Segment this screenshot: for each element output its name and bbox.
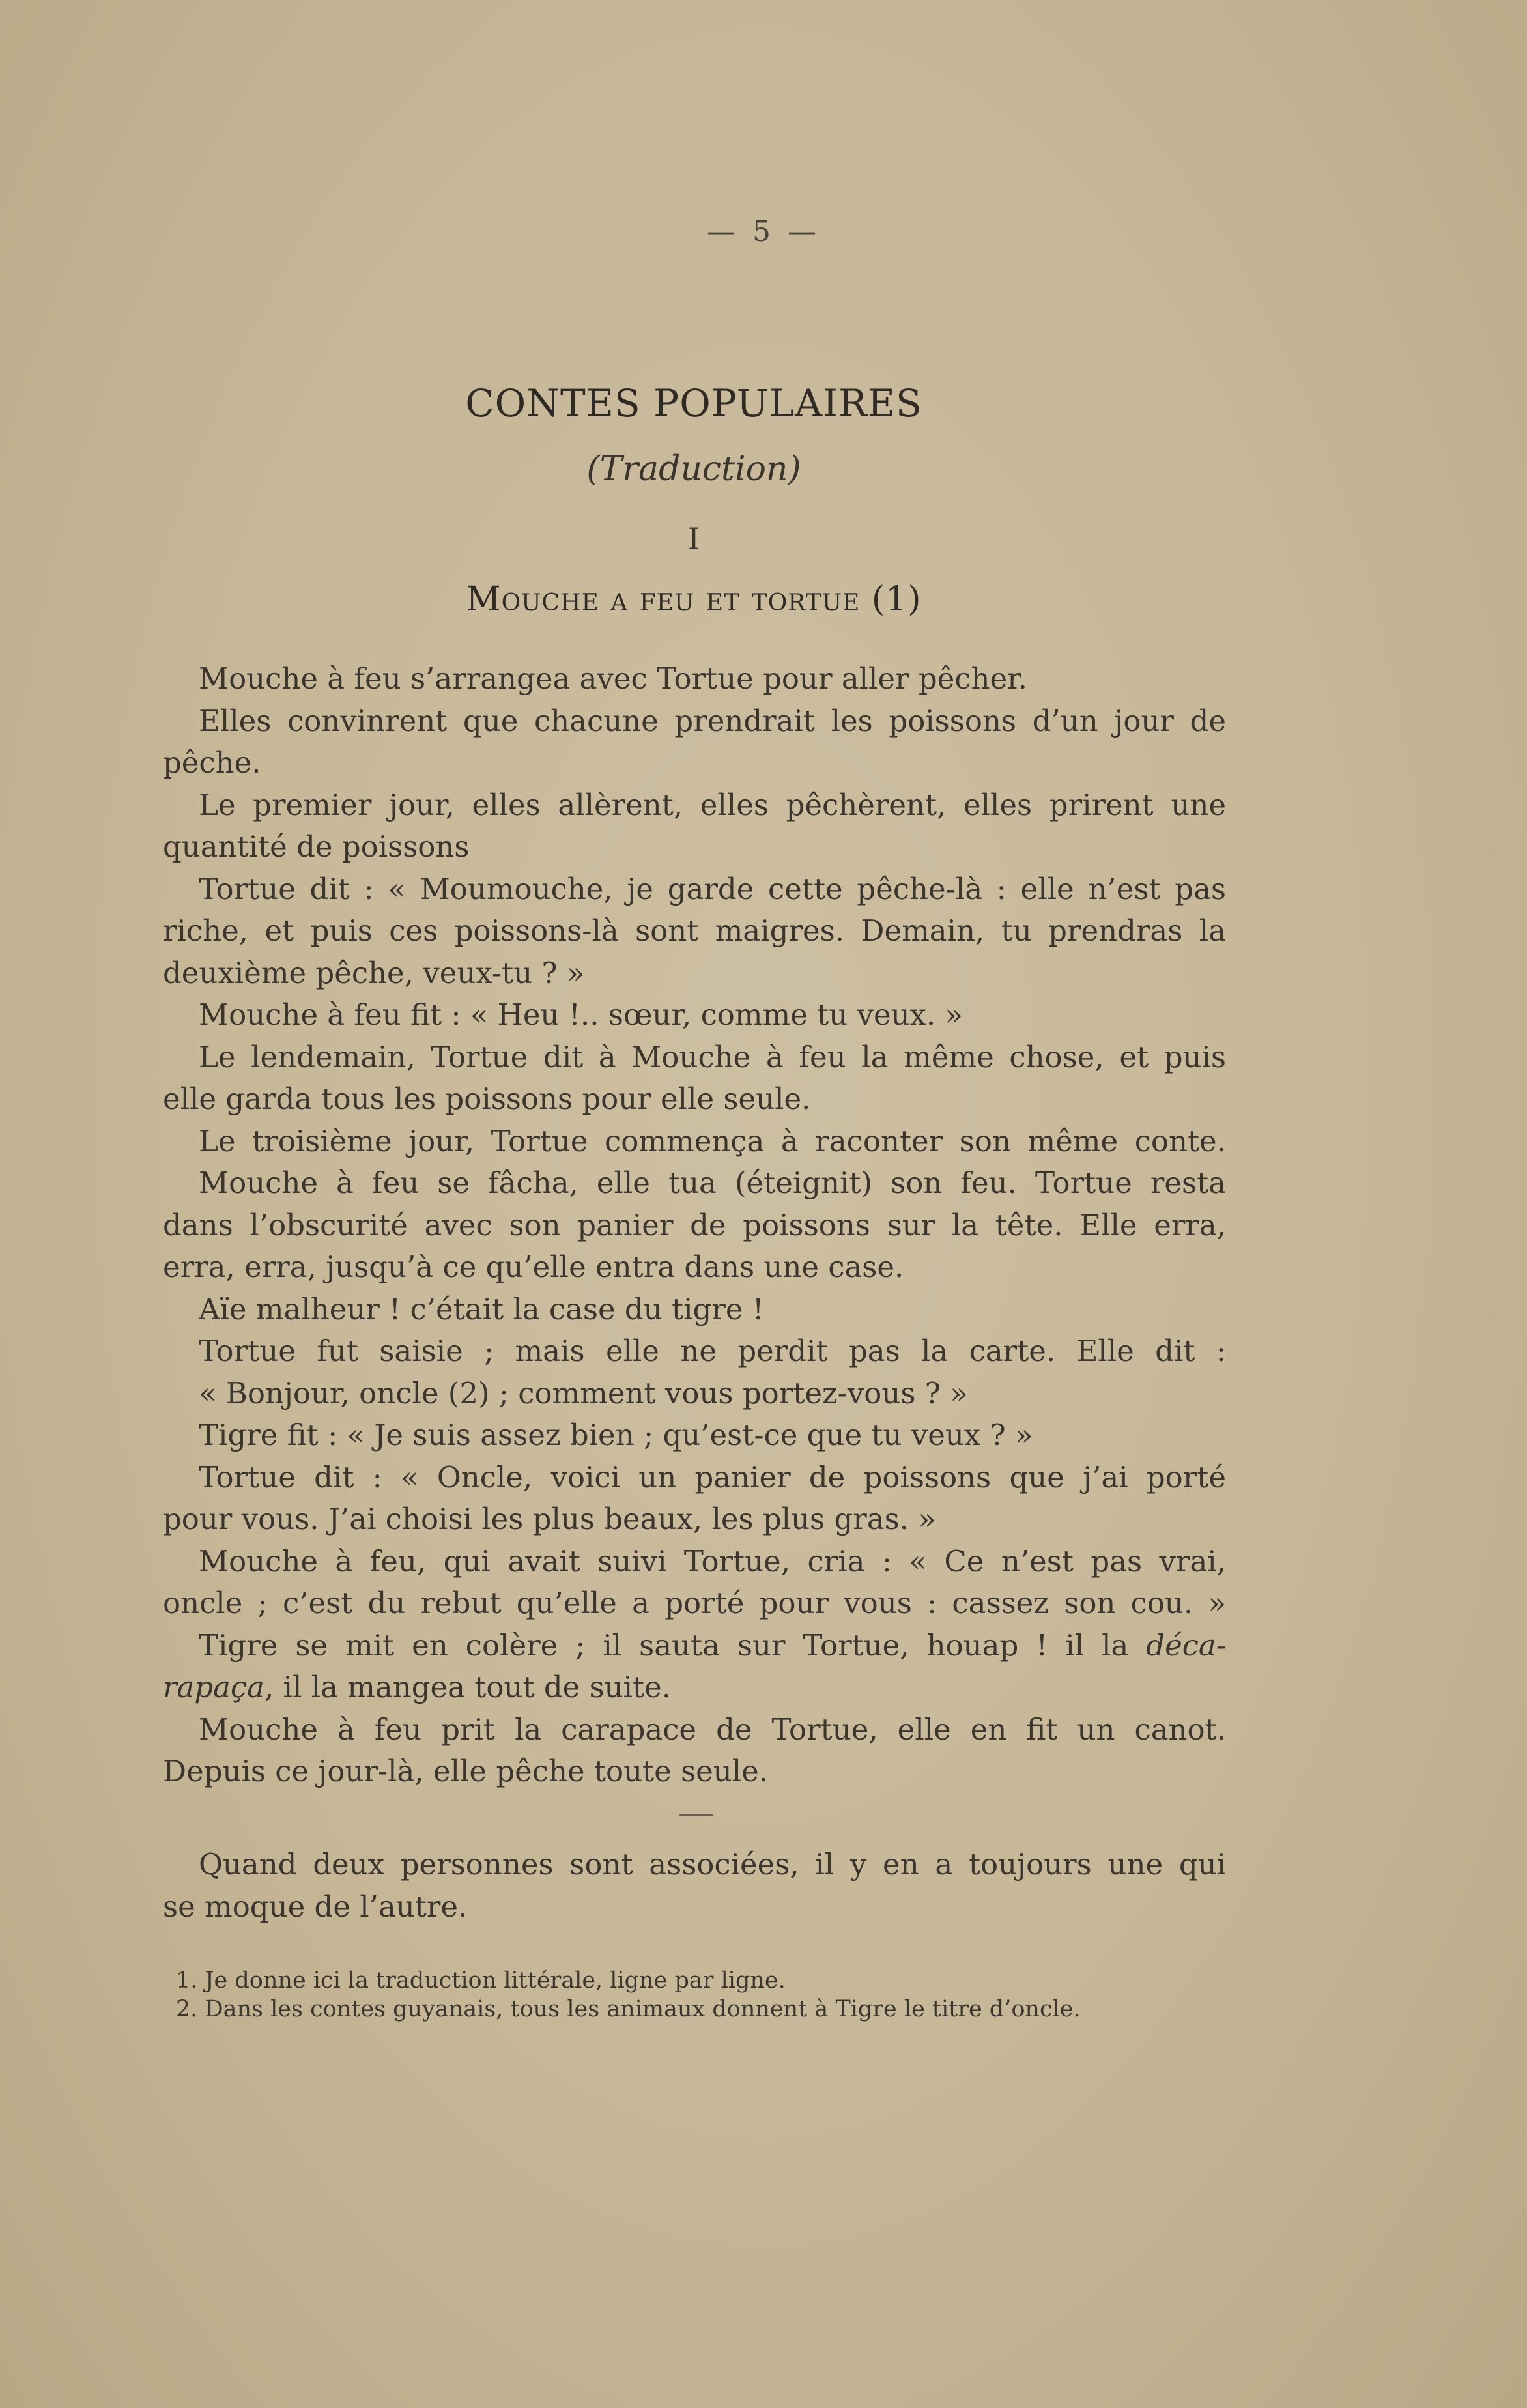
text-line-text: Elles convinrent que chacune prendrait les poissons d’un jour de: [199, 703, 1226, 738]
text-line-italic: rapaça: [163, 1670, 265, 1704]
text-line: [163, 868, 1226, 911]
text-line: [163, 994, 1226, 1037]
text-line-text: Tigre fit : « Je suis assez bien ; qu’est-ce que tu veux ? »: [199, 1418, 1033, 1452]
text-line-text: elle garda tous les poissons pour elle seule.: [163, 1082, 811, 1116]
moral-line: [163, 1844, 1226, 1886]
text-line-text: Le premier jour, elles allèrent, elles pêchèrent, elles prirent une: [199, 787, 1226, 822]
text-line: [163, 784, 1226, 827]
text-line: [163, 658, 1226, 700]
moral-line-text: Quand deux personnes sont associées, il y en a toujours une qui: [199, 1847, 1226, 1882]
text-line-text: Mouche à feu fit : « Heu !.. sœur, comme tu veux. »: [199, 997, 963, 1032]
text-line-text: Mouche à feu, qui avait suivi Tortue, cria : « Ce n’est pas vrai,: [199, 1543, 1226, 1579]
text-line-text: Aïe malheur ! c’était la case du tigre !: [199, 1291, 764, 1326]
footnote-2: 2. Dans les contes guyanais, tous les animaux donnent à Tigre le titre d’oncle.: [176, 1996, 1081, 2022]
moral-line: [163, 1886, 1226, 1928]
text-line: [163, 1709, 1226, 1751]
text-line: [163, 1667, 1226, 1709]
text-line: [163, 826, 1226, 868]
text-line: [163, 1078, 1226, 1121]
text-line-text: « Bonjour, oncle (2) ; comment vous portez-vous ? »: [199, 1375, 968, 1411]
text-line-text: Mouche à feu prit la carapace de Tortue, elle en fit un canot.: [199, 1712, 1226, 1747]
moral-line-text: se moque de l’autre.: [163, 1889, 468, 1924]
text-line: [163, 953, 1226, 995]
text-line: [163, 1162, 1226, 1205]
section-numeral: I: [687, 521, 700, 556]
text-line: [163, 1414, 1226, 1457]
text-line-text: erra, erra, jusqu’à ce qu’elle entra dans une case.: [163, 1250, 904, 1284]
text-line: [163, 1289, 1226, 1331]
text-line: [163, 1205, 1226, 1247]
text-line: [163, 1246, 1226, 1289]
text-line-text: Depuis ce jour-là, elle pêche toute seule.: [163, 1754, 769, 1788]
text-line-italic: déca-: [1146, 1627, 1226, 1663]
text-line: [163, 1330, 1226, 1373]
text-line-text: Tortue dit : « Moumouche, je garde cette pêche-là : elle n’est pas: [199, 871, 1226, 906]
text-line: [163, 1037, 1226, 1079]
text-line: [163, 1373, 1226, 1415]
text-line: [163, 700, 1226, 743]
text-line-text: Le lendemain, Tortue dit à Mouche à feu la même chose, et puis: [199, 1039, 1226, 1074]
text-line-text: quantité de poissons: [163, 829, 470, 864]
text-line: [163, 1121, 1226, 1163]
text-line-text: Le troisième jour, Tortue commença à raconter son même conte.: [199, 1123, 1226, 1158]
text-line-text: Mouche à feu s’arrangea avec Tortue pour aller pêcher.: [199, 661, 1027, 696]
text-line: [163, 910, 1226, 953]
text-line: [163, 1457, 1226, 1499]
text-line: [163, 1751, 1226, 1793]
text-line-text: deuxième pêche, veux-tu ? »: [163, 955, 585, 990]
text-line-text: oncle ; c’est du rebut qu’elle a porté pour vous : cassez son cou. »: [163, 1586, 1226, 1620]
text-line-text: , il la mangea tout de suite.: [264, 1670, 672, 1704]
text-line: [163, 1498, 1226, 1541]
text-line-text: dans l’obscurité avec son panier de poissons sur la tête. Elle erra,: [163, 1207, 1226, 1242]
footnotes: [176, 1966, 1231, 2024]
text-line-text: pêche.: [163, 745, 261, 780]
story-heading-text: Mouche a feu et tortue: [466, 580, 861, 619]
text-line: [163, 1583, 1226, 1625]
text-line-text: Mouche à feu se fâcha, elle tua (éteignit) son feu. Tortue resta: [199, 1166, 1226, 1200]
story-moral: [163, 1844, 1226, 1928]
text-line: [163, 1541, 1226, 1583]
text-line-text: Tortue dit : « Oncle, voici un panier de poissons que j’ai porté: [199, 1459, 1226, 1495]
story-heading: [0, 580, 1388, 619]
text-line: [163, 1625, 1226, 1667]
text-line: [163, 742, 1226, 784]
text-line-text: Tigre se mit en colère ; il sauta sur Tortue, houap ! il la: [199, 1627, 1129, 1663]
story-body: [163, 658, 1226, 1793]
page-number: — 5 —: [707, 215, 820, 248]
text-line-text: Tortue fut saisie ; mais elle ne perdit pas la carte. Elle dit :: [199, 1334, 1226, 1368]
footnote-1: 1. Je donne ici la traduction littérale, ligne par ligne.: [176, 1968, 786, 1994]
section-divider: [679, 1814, 713, 1816]
text-line-text: riche, et puis ces poissons-là sont maigres. Demain, tu prendras la: [163, 913, 1226, 948]
text-line-text: pour vous. J’ai choisi les plus beaux, les plus gras. »: [163, 1502, 936, 1536]
story-heading-note: (1): [871, 580, 922, 619]
page-title: CONTES POPULAIRES: [465, 381, 922, 425]
page-subtitle: (Traduction): [586, 450, 801, 489]
